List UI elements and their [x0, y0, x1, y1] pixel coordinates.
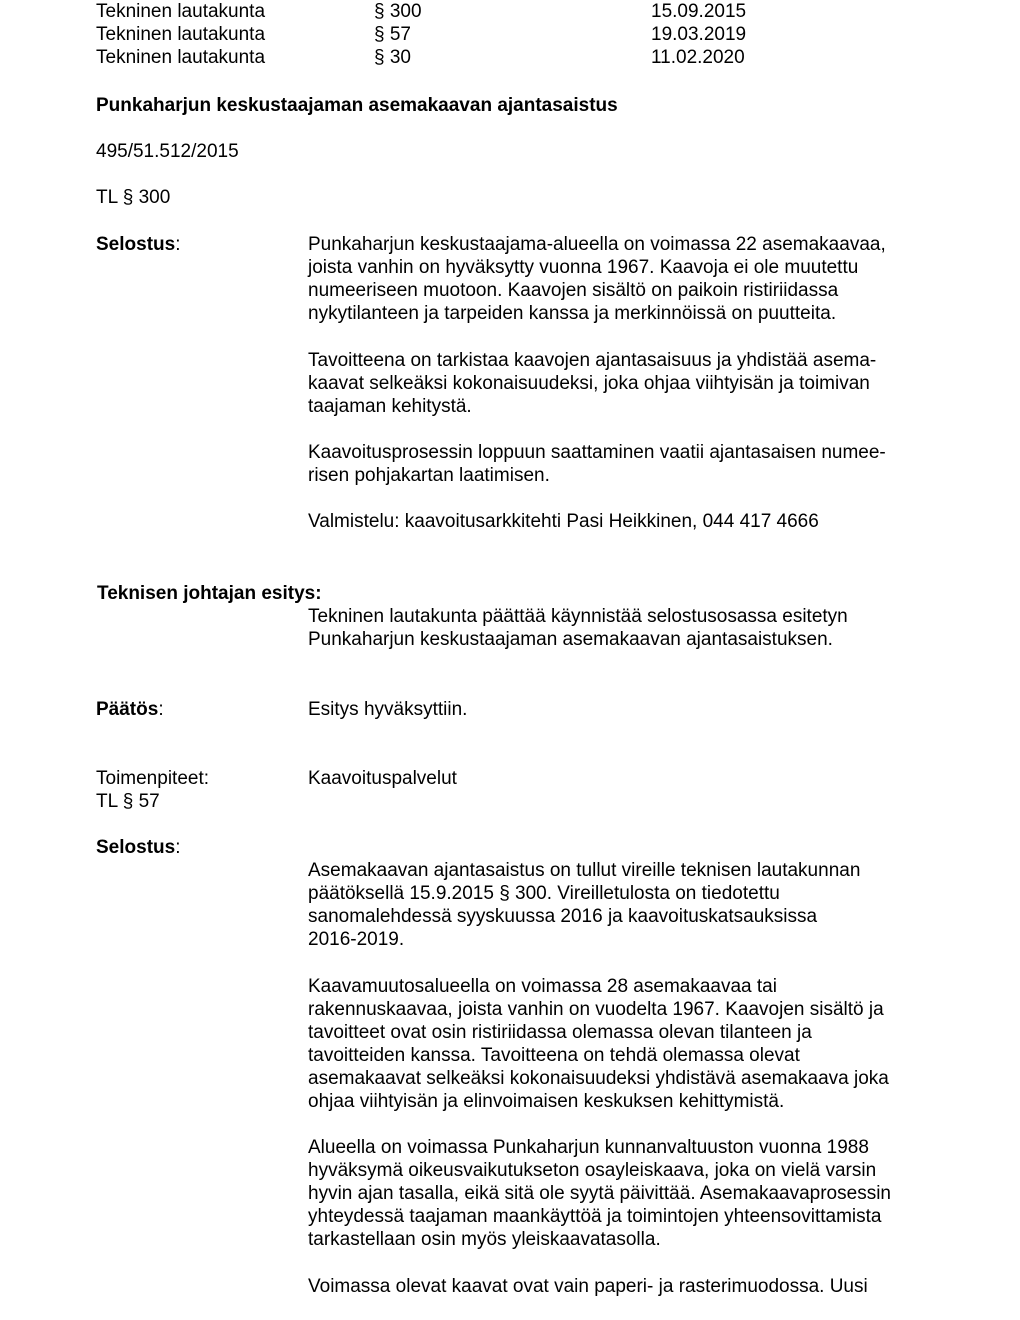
selostus-label — [96, 836, 180, 859]
text-line: taajaman kehitystä. — [308, 396, 472, 417]
selostus-paragraph — [308, 859, 948, 951]
text-line: päätöksellä 15.9.2015 § 300. Vireilletulosta on tiedotettu — [308, 883, 780, 904]
measures-text: Kaavoituspalvelut — [308, 768, 457, 789]
label-colon: : — [175, 837, 181, 858]
text-line: hyvin ajan tasalla, eikä sitä ole syytä päivittää. Asemakaavaprosessin — [308, 1183, 891, 1204]
history-section: § 30 — [374, 47, 411, 68]
text-line: asemakaavat selkeäksi kokonaisuudeksi yhdistävä asemakaava joka — [308, 1068, 889, 1089]
selostus-label-text: Selostus — [96, 837, 176, 858]
document-title: Punkaharjun keskustaajaman asemakaavan ajantasaistus — [96, 95, 618, 116]
text-line: hyväksymä oikeusvaikutukseton osayleiskaava, joka on vielä varsin — [308, 1160, 877, 1181]
history-row — [96, 0, 265, 23]
history-body: Tekninen lautakunta — [96, 47, 266, 68]
text-line: tarkastellaan osin myös yleiskaavatasolla. — [308, 1229, 661, 1250]
preparer-line: Valmistelu: kaavoitusarkkitehti Pasi Heikkinen, 044 417 4666 — [308, 511, 819, 532]
decision-label-text: Päätös — [96, 699, 159, 720]
text-line: Punkaharjun keskustaajama-alueella on voimassa 22 asemakaavaa, — [308, 234, 886, 255]
selostus-paragraph — [308, 441, 948, 487]
text-line: Asemakaavan ajantasaistus on tullut vireille teknisen lautakunnan — [308, 860, 861, 881]
text-line: rakennuskaavaa, joista vanhin on vuodelta 1967. Kaavojen sisältö ja — [308, 999, 884, 1020]
text-line: Tavoitteena on tarkistaa kaavojen ajantasaisuus ja yhdistää asema- — [308, 350, 877, 371]
selostus-label-text: Selostus — [96, 234, 176, 255]
label-colon: : — [175, 234, 181, 255]
text-line: tavoitteet ovat osin ristiriidassa olemassa olevan tilanteen ja — [308, 1022, 812, 1043]
decision-text: Esitys hyväksyttiin. — [308, 699, 468, 720]
history-row — [96, 46, 265, 69]
history-section: § 57 — [374, 24, 411, 45]
text-line: numeeriseen muotoon. Kaavojen sisältö on paikoin ristiriidassa — [308, 280, 839, 301]
history-date: 15.09.2015 — [651, 1, 747, 22]
history-section: § 300 — [374, 1, 422, 22]
text-line: Kaavoitusprosessin loppuun saattaminen vaatii ajantasaisen numee- — [308, 442, 886, 463]
text-line: risen pohjakartan laatimisen. — [308, 465, 550, 486]
text-line: joista vanhin on hyväksytty vuonna 1967. Kaavoja ei ole muutettu — [308, 257, 859, 278]
text-line: Voimassa olevat kaavat ovat vain paperi- ja rasterimuodossa. Uusi — [308, 1276, 868, 1297]
history-row — [96, 23, 265, 46]
section-ref-tl57: TL § 57 — [96, 791, 160, 812]
section-ref-tl300: TL § 300 — [96, 187, 171, 208]
text-line: nykytilanteen ja tarpeiden kanssa ja merkinnöissä on puutteita. — [308, 303, 837, 324]
history-date: 11.02.2020 — [651, 47, 745, 68]
history-body: Tekninen lautakunta — [96, 1, 266, 22]
history-body: Tekninen lautakunta — [96, 24, 266, 45]
label-colon: : — [158, 699, 164, 720]
text-line: kaavat selkeäksi kokonaisuudeksi, joka ohjaa viihtyisän ja toimivan — [308, 373, 870, 394]
text-line: tavoitteiden kanssa. Tavoitteena on tehdä olemassa olevat — [308, 1045, 800, 1066]
decision-label — [96, 698, 164, 721]
text-line: Tekninen lautakunta päättää käynnistää selostusosassa esitetyn — [308, 606, 848, 627]
text-line: Kaavamuutosalueella on voimassa 28 asemakaavaa tai — [308, 976, 777, 997]
text-line: ohjaa viihtyisän ja elinvoimaisen keskuksen kehittymistä. — [308, 1091, 785, 1112]
text-line: sanomalehdessä syyskuussa 2016 ja kaavoituskatsauksissa — [308, 906, 818, 927]
measures-label: Toimenpiteet: — [96, 768, 210, 789]
selostus-label — [96, 233, 180, 256]
history-date: 19.03.2019 — [651, 24, 747, 45]
selostus-paragraph — [308, 975, 948, 1113]
proposal-text — [308, 605, 948, 651]
selostus-paragraph — [308, 349, 948, 418]
text-line: 2016-2019. — [308, 929, 405, 950]
selostus-paragraph — [308, 233, 948, 325]
text-line: Punkaharjun keskustaajaman asemakaavan ajantasaistuksen. — [308, 629, 833, 650]
selostus-paragraph — [308, 1136, 948, 1251]
text-line: yhteydessä taajaman maankäyttöä ja toimintojen yhteensovittamista — [308, 1206, 882, 1227]
proposal-label: Teknisen johtajan esitys: — [97, 583, 322, 604]
file-number: 495/51.512/2015 — [96, 141, 239, 162]
text-line: Alueella on voimassa Punkaharjun kunnanvaltuuston vuonna 1988 — [308, 1137, 869, 1158]
